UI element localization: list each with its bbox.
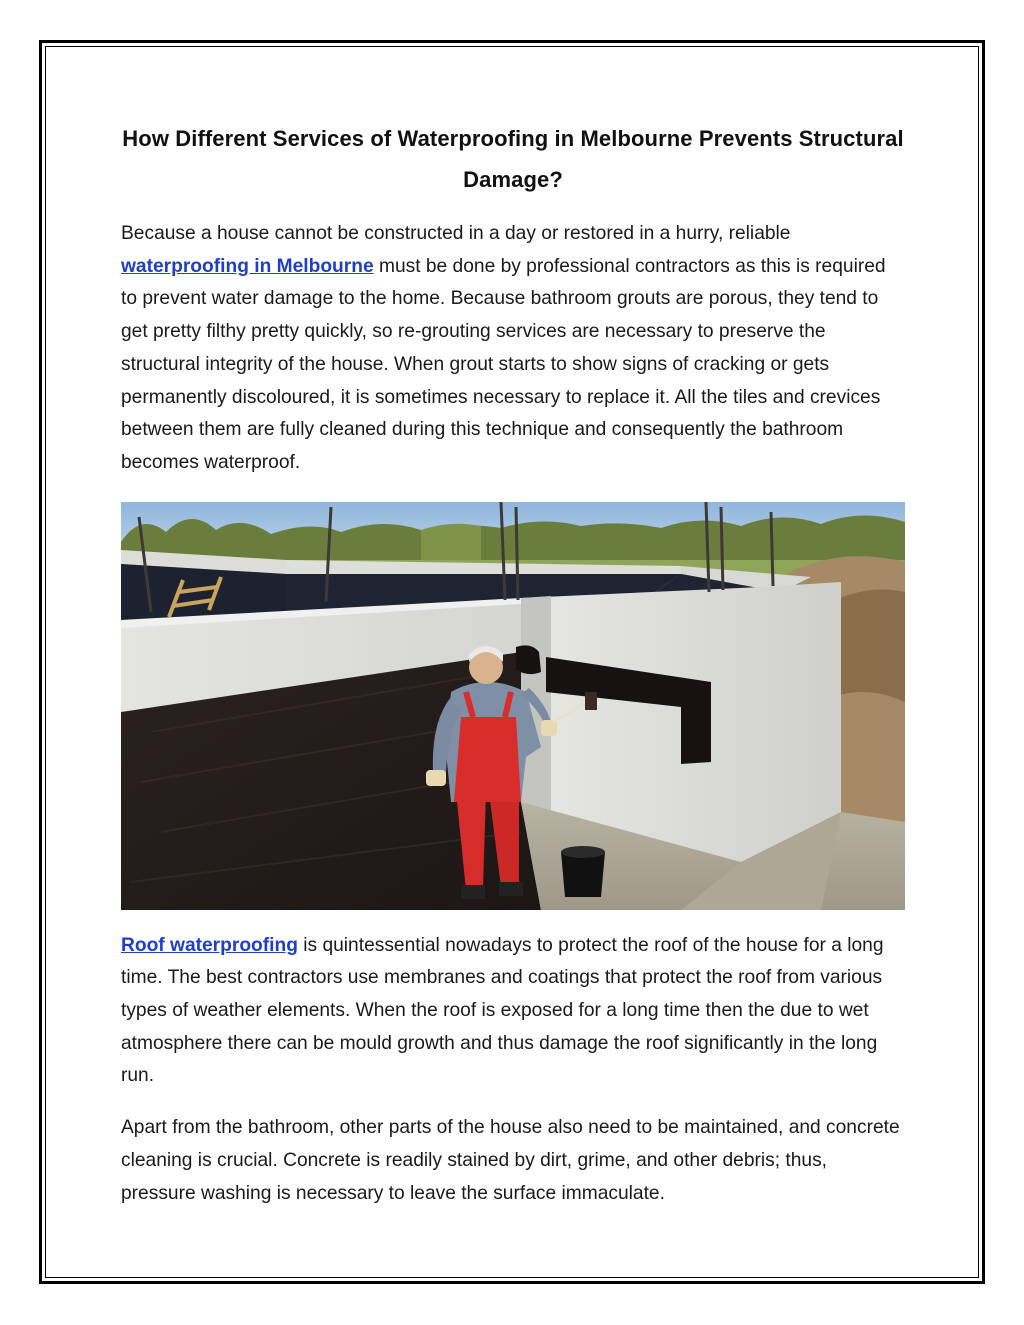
paragraph-roof [121, 930, 905, 1094]
paragraph-intro-text-end: must be done by professional contractors as this is required to prevent water damage to the home. Because bathroom grouts are porous, they tend to get pretty filthy pretty quickly, so re-grouting services are necessary to preserve the structural integrity of the house. When grout starts to show signs of cracking or gets permanently discoloured, it is sometimes necessary to replace it. All the tiles and crevices between them are fully cleaned during this technique and consequently the bathroom becomes waterproof. [121, 255, 886, 473]
paragraph-roof-text: is quintessential nowadays to protect the roof of the house for a long time. The best contractors use membranes and coatings that protect the roof from various types of weather elements. When the roof is exposed for a long time then the due to wet atmosphere there can be mould growth and thus damage the roof significantly in the long run. [121, 934, 884, 1087]
roof-waterproofing-link[interactable]: Roof waterproofing [121, 934, 298, 956]
article-title: How Different Services of Waterproofing in Melbourne Prevents Structural Damage? [122, 126, 904, 192]
waterproofing-melbourne-link[interactable]: waterproofing in Melbourne [121, 255, 374, 277]
paragraph-intro-text-start: Because a house cannot be constructed in a day or restored in a hurry, reliable [121, 223, 791, 244]
paragraph-intro [121, 218, 905, 480]
waterproofing-worker-photo [121, 502, 905, 910]
paragraph-concrete: Apart from the bathroom, other parts of the house also need to be maintained, and concrete cleaning is crucial. Concrete is readily stained by dirt, grime, and other debris; thus, pressure washing is necessary to leave the surface immaculate. [121, 1117, 900, 1204]
article [121, 118, 905, 1210]
